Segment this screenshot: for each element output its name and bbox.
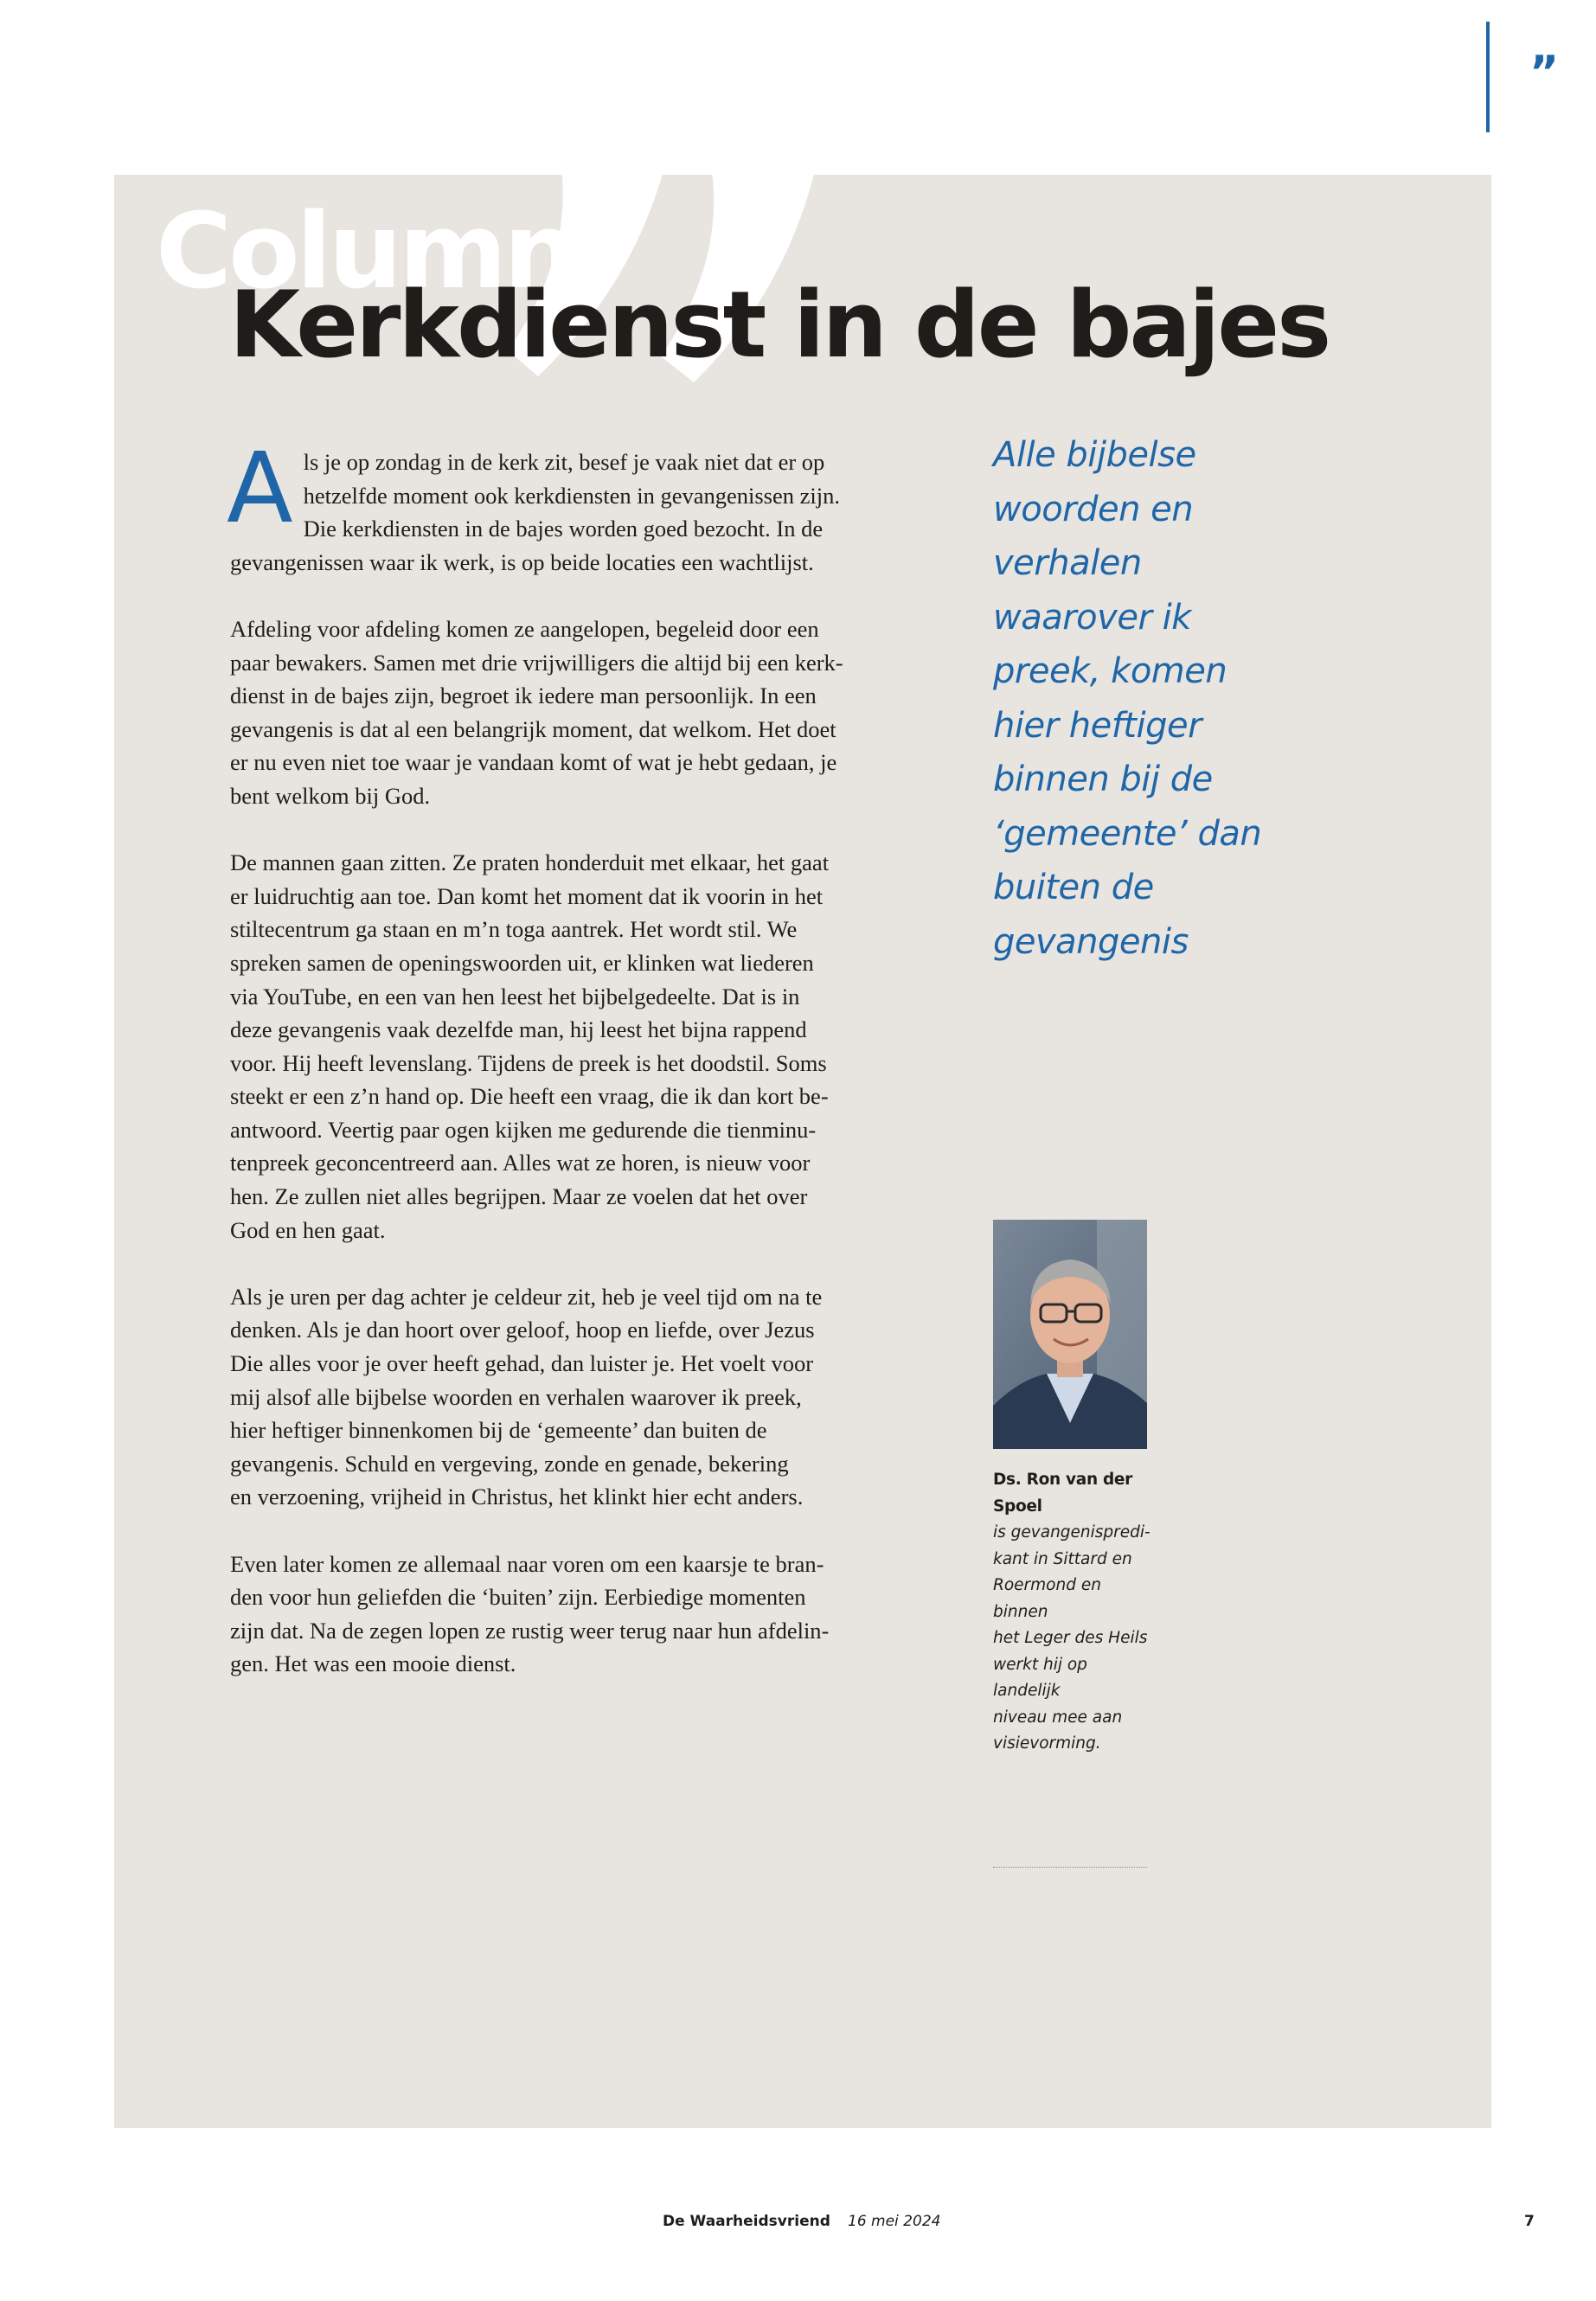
body-line: stiltecentrum ga staan en m’n toga aantrek. Het wordt stil. We: [230, 916, 798, 943]
body-line: Die alles voor je over heeft gehad, dan luister je. Het voelt voor: [230, 1350, 814, 1377]
body-line: deze gevangenis vaak dezelfde man, hij leest het bijna rappend: [230, 1016, 807, 1043]
body-line: spreken samen de openingswoorden uit, er klinken wat liederen: [230, 949, 814, 976]
body-line: gen. Het was een mooie dienst.: [230, 1650, 516, 1677]
pull-quote-line: Alle bijbelse: [993, 435, 1196, 475]
body-line: antwoord. Veertig paar ogen kijken me gedurende die tienminu-: [230, 1116, 817, 1143]
body-line: er luidruchtig aan toe. Dan komt het moment dat ik voorin in het: [230, 882, 824, 909]
body-line: hetzelfde moment ook kerkdiensten in gevangenissen zijn.: [303, 482, 840, 509]
article-headline: Kerkdienst in de bajes: [229, 272, 1330, 378]
body-line: voor. Hij heeft levenslang. Tijdens de preek is het doodstil. Soms: [230, 1049, 827, 1076]
body-paragraph: [230, 846, 919, 1247]
pull-quote-line: verhalen: [993, 543, 1142, 583]
pull-quote-line: ‘gemeente’ dan: [993, 813, 1262, 854]
drop-cap: A: [227, 433, 293, 545]
body-line: mij alsof alle bijbelse woorden en verhalen waarover ik preek,: [230, 1383, 802, 1410]
body-paragraph: [230, 612, 919, 813]
author-bio-line: Roermond en binnen: [993, 1576, 1101, 1621]
body-line: tenpreek geconcentreerd aan. Alles wat ze horen, is nieuw voor: [230, 1150, 811, 1176]
body-paragraph: [230, 1548, 919, 1681]
author-caption: [993, 1467, 1157, 1758]
body-line: denken. Als je dan hoort over geloof, hoop en liefde, over Jezus: [230, 1317, 815, 1343]
author-bio-line: kant in Sittard en: [993, 1549, 1132, 1568]
author-bio-line: niveau mee aan: [993, 1708, 1123, 1727]
body-line: Afdeling voor afdeling komen ze aangelopen, begeleid door een: [230, 615, 819, 642]
pull-quote: [993, 428, 1279, 969]
author-photo: [993, 1220, 1147, 1449]
column-label: Column: [156, 192, 574, 312]
pull-quote-line: preek, komen: [993, 651, 1227, 691]
body-line: den voor hun geliefden die ‘buiten’ zijn. Eerbiedige momenten: [230, 1584, 806, 1611]
body-line: gevangenis. Schuld en vergeving, zonde en genade, bekering: [230, 1450, 789, 1477]
body-line: gevangenissen waar ik werk, is op beide locaties een wachtlijst.: [230, 548, 814, 575]
body-paragraph: [230, 1280, 919, 1514]
body-line: via YouTube, en een van hen leest het bijbelgedeelte. Dat is in: [230, 983, 800, 1009]
pull-quote-line: gevangenis: [993, 921, 1189, 962]
body-line: zijn dat. Na de zegen lopen ze rustig weer terug naar hun afdelin-: [230, 1617, 830, 1644]
lead-paragraph: [227, 433, 919, 579]
author-name: Ds. Ron van der Spoel: [993, 1471, 1132, 1516]
body-line: God en hen gaat.: [230, 1216, 386, 1243]
body-line: Als je uren per dag achter je celdeur zit, heb je veel tijd om na te: [230, 1283, 823, 1310]
body-line: hen. Ze zullen niet alles begrijpen. Maar ze voelen dat het over: [230, 1183, 808, 1210]
pull-quote-line: hier heftiger: [993, 705, 1202, 746]
body-line: steekt er een z’n hand op. Die heeft een vraag, die ik dan kort be-: [230, 1083, 829, 1110]
body-line: dienst in de bajes zijn, begroet ik iedere man persoonlijk. In een: [230, 683, 817, 709]
body-line: ls je op zondag in de kerk zit, besef je vaak niet dat er op: [303, 449, 825, 475]
body-line: gevangenis is dat al een belangrijk moment, dat welkom. Het doet: [230, 715, 836, 742]
author-bio-line: werkt hij op landelijk: [993, 1655, 1087, 1700]
author-bio-line: is gevangenispredi-: [993, 1523, 1151, 1541]
page-number: 7: [1524, 2213, 1535, 2230]
body-line: De mannen gaan zitten. Ze praten honderduit met elkaar, het gaat: [230, 849, 830, 876]
article-body: [227, 433, 919, 1715]
pull-quote-line: binnen bij de: [993, 760, 1213, 799]
body-line: hier heftiger binnenkomen bij de ‘gemeente’ dan buiten de: [230, 1417, 767, 1444]
pull-quote-line: woorden en: [993, 489, 1194, 529]
publication-name: De Waarheidsvriend: [663, 2213, 830, 2230]
issue-date: 16 mei 2024: [848, 2213, 941, 2230]
pull-quote-line: buiten de: [993, 868, 1154, 907]
body-line: paar bewakers. Samen met drie vrijwilligers die altijd bij een kerk-: [230, 649, 843, 676]
body-line: bent welkom bij God.: [230, 782, 431, 809]
body-line: Die kerkdiensten in de bajes worden goed bezocht. In de: [303, 516, 824, 542]
author-bio-line: het Leger des Heils: [993, 1629, 1148, 1647]
author-bio-line: visievorming.: [993, 1734, 1101, 1753]
header-accent-rule: [1486, 22, 1490, 132]
caption-divider: [993, 1867, 1147, 1868]
pull-quote-line: waarover ik: [993, 597, 1191, 638]
body-line: er nu even niet toe waar je vandaan komt of wat je hebt gedaan, je: [230, 749, 837, 776]
quote-mark-icon: ”: [1529, 47, 1560, 99]
body-line: en verzoening, vrijheid in Christus, het klinkt hier echt anders.: [230, 1484, 804, 1510]
body-line: Even later komen ze allemaal naar voren om een kaarsje te bran-: [230, 1550, 824, 1577]
